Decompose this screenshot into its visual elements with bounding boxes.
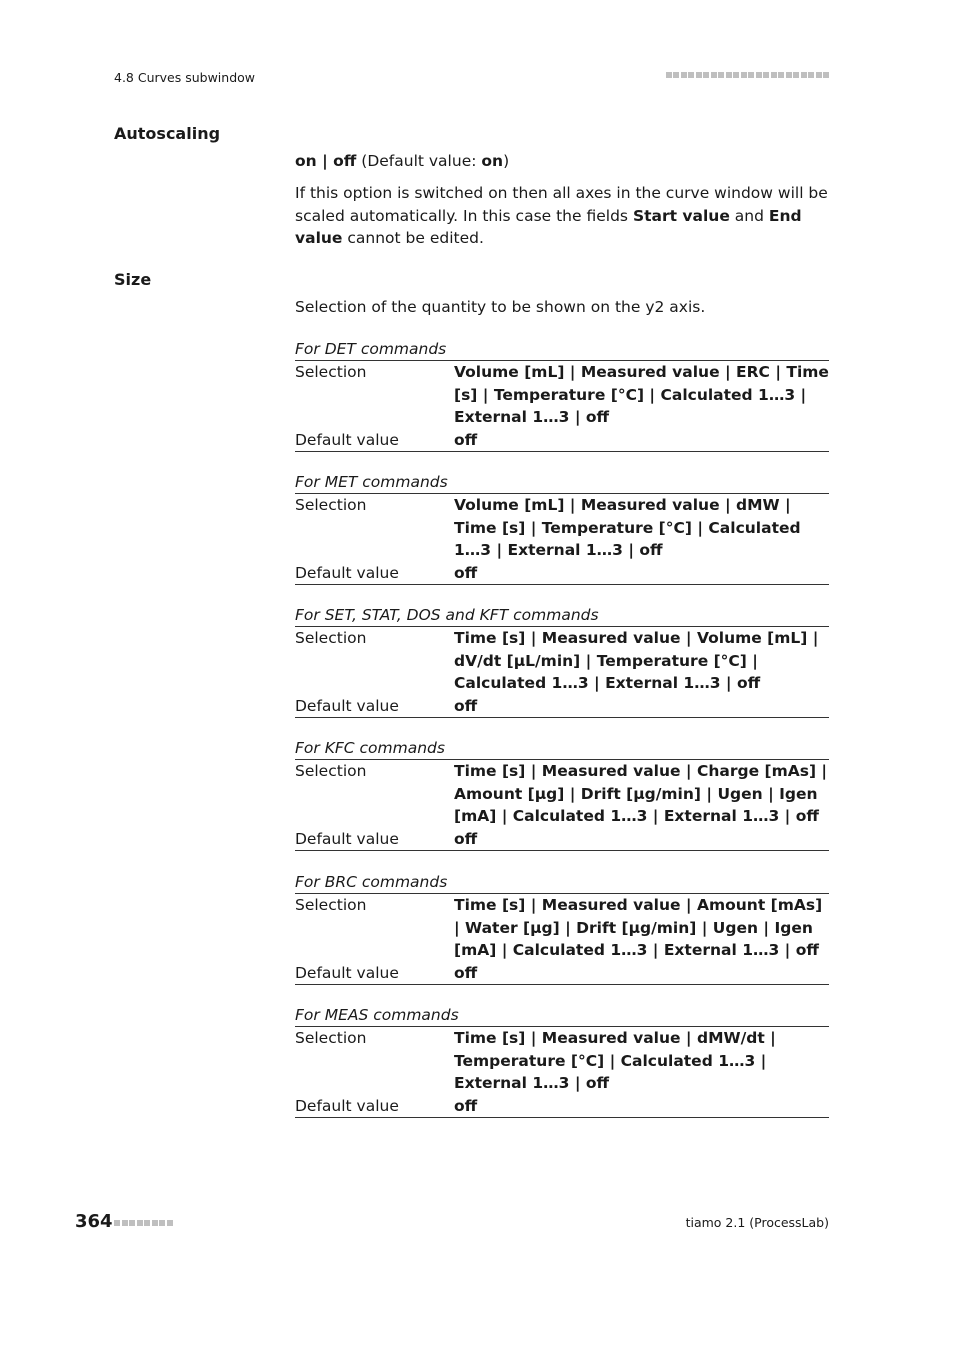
table-caption: For BRC commands — [295, 873, 448, 891]
table-caption: For MET commands — [295, 473, 448, 491]
header-decoration — [666, 72, 830, 78]
table-row: Selection Volume [mL] | Measured value | ERC | Time [s] | Temperature [°C] | Calculated 1…3 | External 1…3 | off — [295, 363, 829, 426]
autoscaling-description: If this option is switched on then all axes in the curve window will be scaled automatically. In this case the fields Start value and End value cannot be edited. — [295, 184, 828, 247]
autoscaling-options-values: on | off — [295, 152, 357, 170]
footer-decoration — [114, 1220, 173, 1226]
running-header-section: 4.8 Curves subwindow — [114, 70, 256, 85]
table-row: Default value off — [295, 696, 478, 715]
table-row: Selection Time [s] | Measured value | Volume [mL] | dV/dt [µL/min] | Temperature [°C] | Calculated 1…3 | External 1…3 | off — [295, 629, 819, 692]
footer-product: tiamo 2.1 (ProcessLab) — [685, 1215, 829, 1230]
table-row: Default value off — [295, 563, 478, 582]
met-commands-table — [295, 471, 829, 585]
table-caption: For KFC commands — [295, 739, 445, 757]
table-row: Default value off — [295, 963, 478, 982]
table-row: Selection Volume [mL] | Measured value | dMW | Time [s] | Temperature [°C] | Calculated 1…3 | External 1…3 | off — [295, 496, 801, 559]
table-row: Default value off — [295, 829, 478, 848]
table-caption: For SET, STAT, DOS and KFT commands — [295, 606, 599, 624]
table-row: Selection Time [s] | Measured value | dMW/dt | Temperature [°C] | Calculated 1…3 | External 1…3 | off — [295, 1029, 776, 1092]
size-heading: Size — [114, 270, 152, 289]
table-caption: For MEAS commands — [295, 1006, 459, 1024]
meas-commands-table — [295, 1004, 829, 1118]
table-row: Selection Time [s] | Measured value | Charge [mAs] | Amount [µg] | Drift [µg/min] | Ugen | Igen [mA] | Calculated 1…3 | External 1…3 | off — [295, 762, 828, 825]
autoscaling-heading: Autoscaling — [114, 124, 221, 143]
table-row: Default value off — [295, 430, 478, 449]
size-intro: Selection of the quantity to be shown on the y2 axis. — [295, 298, 706, 316]
table-row: Default value off — [295, 1096, 478, 1115]
table-row: Selection Time [s] | Measured value | Amount [mAs] | Water [µg] | Drift [µg/min] | Ugen | Igen [mA] | Calculated 1…3 | External 1…3 | off — [295, 896, 823, 959]
kfc-commands-table — [295, 737, 829, 851]
page-number: 364 — [75, 1211, 113, 1232]
brc-commands-table — [295, 871, 829, 985]
det-commands-table — [295, 338, 829, 452]
set-stat-dos-kft-commands-table — [295, 604, 829, 718]
autoscaling-default-value: on — [481, 152, 504, 170]
autoscaling-options: on | off (Default value: on) — [295, 152, 510, 170]
table-caption: For DET commands — [295, 340, 447, 358]
